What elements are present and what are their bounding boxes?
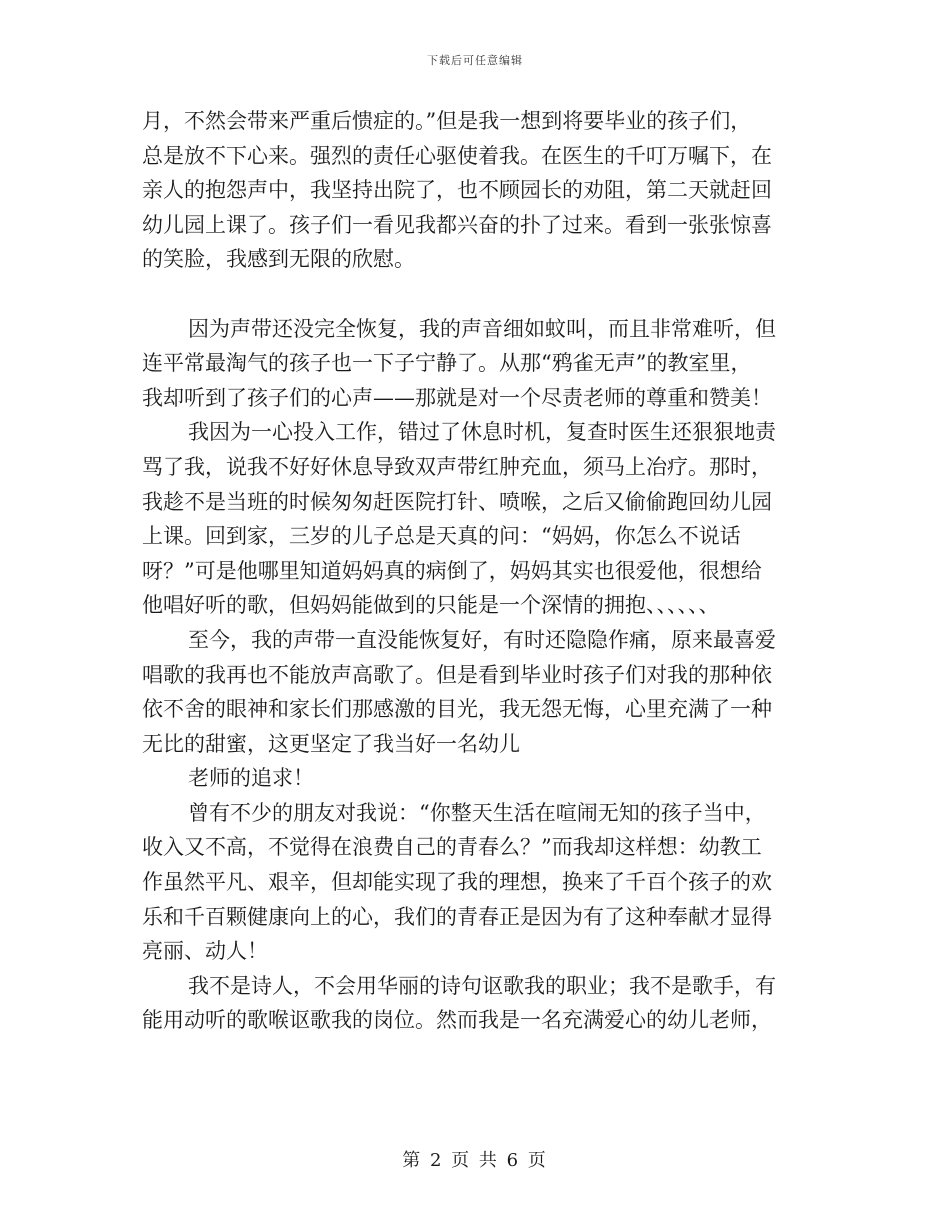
document-body xyxy=(142,104,802,1038)
text-line: 幼儿园上课了。孩子们一看见我都兴奋的扑了过来。看到一张张惊喜 xyxy=(142,212,772,237)
text-line: 的笑脸，我感到无限的欣慰。 xyxy=(142,247,415,272)
text-line: 亮丽、动人！ xyxy=(142,939,268,964)
text-line: 我趁不是当班的时候匆匆赶医院打针、喷喉，之后又偷偷跑回幼儿园 xyxy=(142,489,772,514)
text-line: 他唱好听的歌，但妈妈能做到的只能是一个深情的拥抱、、、、、、 xyxy=(142,593,720,618)
text-line: 骂了我，说我不好好休息导致双声带红肿充血，须马上冶疗。那时， xyxy=(142,454,772,479)
text-line: 上课。回到家，三岁的儿子总是天真的问：“妈妈，你怎么不说话 xyxy=(142,524,741,549)
text-line: 我因为一心投入工作，错过了休息时机，复查时医生还狠狠地责 xyxy=(188,420,776,445)
blank-line xyxy=(142,277,802,312)
text-line: 亲人的抱怨声中，我坚持出院了，也不顾园长的劝阻，第二天就赶回 xyxy=(142,178,772,203)
text-line: 作虽然平凡、艰辛，但却能实现了我的理想，换来了千百个孩子的欢 xyxy=(142,870,772,895)
text-line: 曾有不少的朋友对我说：“你整天生活在喧闹无知的孩子当中， xyxy=(188,800,766,825)
text-line: 至今，我的声带一直没能恢复好，有时还隐隐作痛，原来最喜爱 xyxy=(188,627,776,652)
text-line: 我不是诗人，不会用华丽的诗句讴歌我的职业；我不是歌手，有 xyxy=(188,973,776,998)
text-line: 连平常最淘气的孩子也一下子宁静了。从那“鸦雀无声”的教室里， xyxy=(142,351,752,376)
text-line: 因为声带还没完全恢复，我的声音细如蚊叫，而且非常难听，但 xyxy=(188,316,776,341)
text-line: 乐和千百颗健康向上的心，我们的青春正是因为有了这种奉献才显得 xyxy=(142,904,772,929)
text-line: 老师的追求！ xyxy=(188,766,314,791)
text-line: 收入又不高，不觉得在浪费自己的青春么？”而我却这样想：幼教工 xyxy=(142,835,762,860)
text-line: 唱歌的我再也不能放声高歌了。但是看到毕业时孩子们对我的那种依 xyxy=(142,662,772,687)
page-number: 第 2 页 共 6 页 xyxy=(402,1150,548,1171)
text-line: 呀？”可是他哪里知道妈妈真的病倒了，妈妈其实也很爱他，很想给 xyxy=(142,558,762,583)
text-line: 能用动听的歌喉讴歌我的岗位。然而我是一名充满爱心的幼儿老师， xyxy=(142,1008,772,1033)
text-line: 月，不然会带来严重后愦症的。”但是我一想到将要毕业的孩子们， xyxy=(142,109,752,133)
text-line: 总是放不下心来。强烈的责任心驱使着我。在医生的千叮万嘱下，在 xyxy=(142,143,772,168)
text-line: 我却听到了孩子们的心声——那就是对一个尽责老师的尊重和赞美！ xyxy=(142,385,772,410)
header-note: 下载后可任意编辑 xyxy=(427,54,523,67)
text-line: 依不舍的眼神和家长们那感激的目光，我无怨无悔，心里充满了一种 xyxy=(142,697,772,722)
text-line: 无比的甜蜜，这更坚定了我当好一名幼儿 xyxy=(142,731,520,756)
